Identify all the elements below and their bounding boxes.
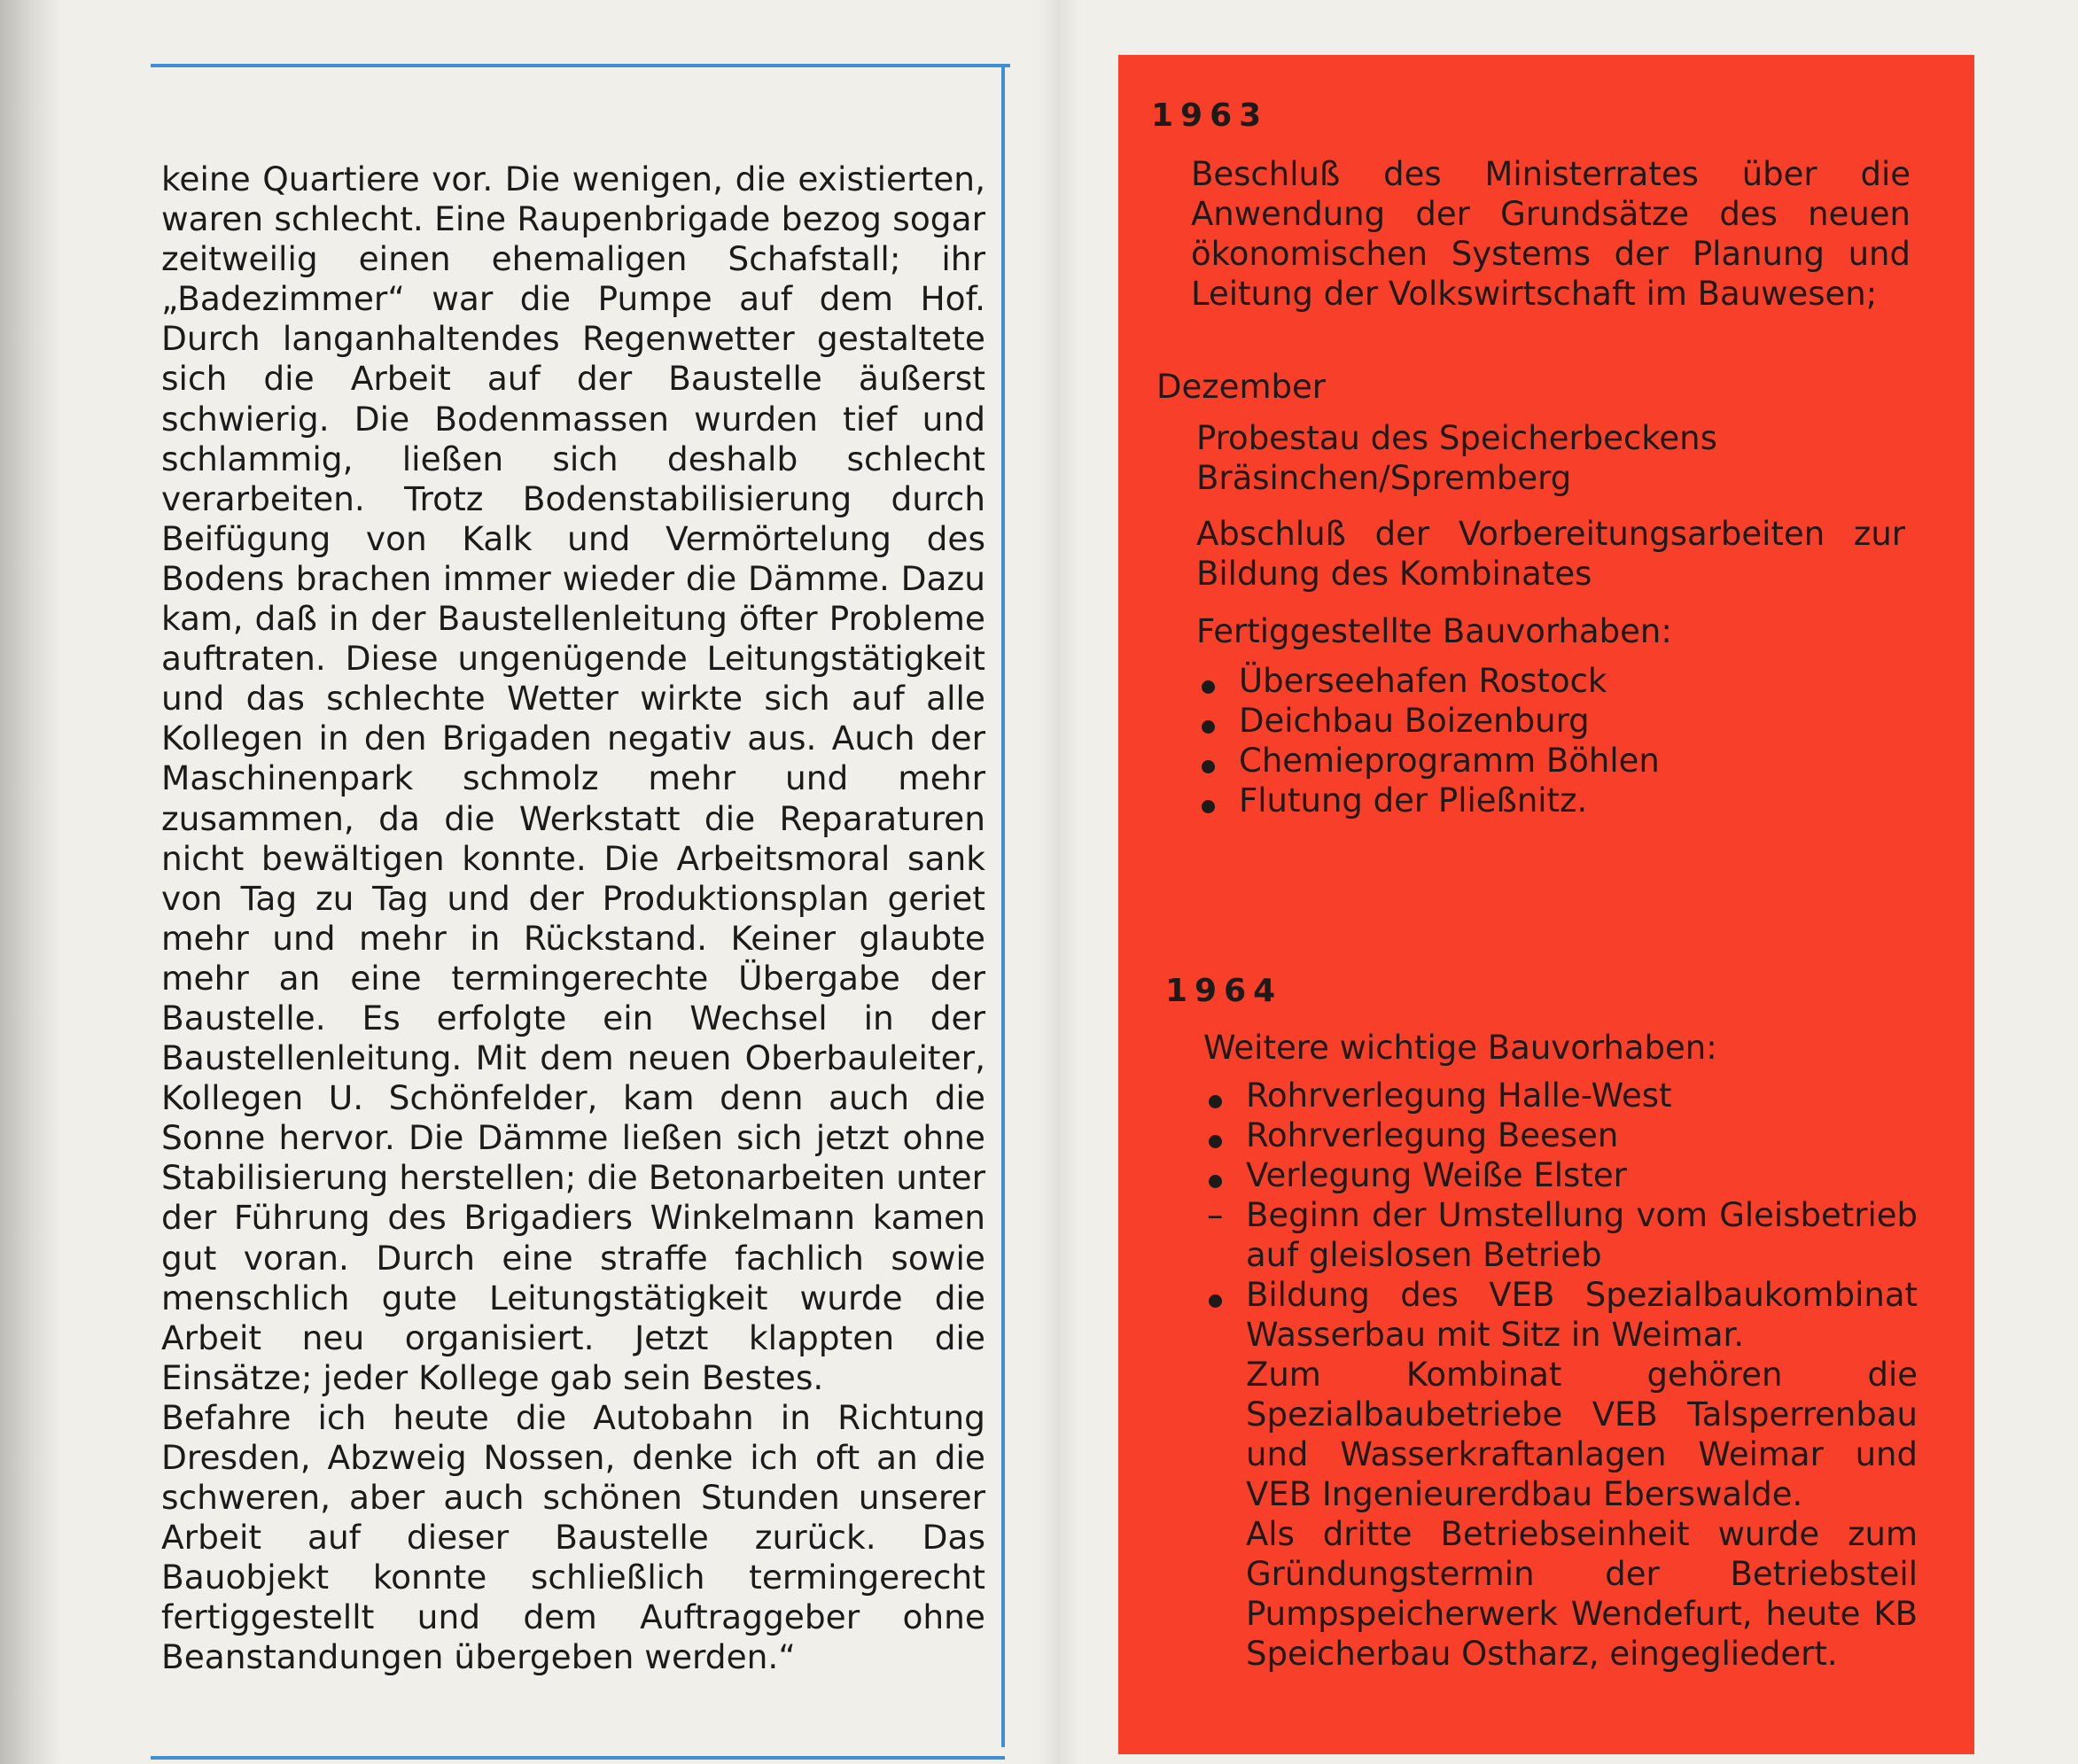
projects-1964-list <box>1203 1076 1918 1674</box>
body-paragraph: keine Quartiere vor. Die wenigen, die existierten, waren schlecht. Eine Raupenbrigade bezog sogar zeitweilig einen ehemaligen Schafstall; ihr „Badezimmer“ war die Pumpe auf dem Hof. Durch langanhaltendes Regenwetter gestaltete sich die Arbeit auf der Baustelle äußerst schwierig. Die Bodenmassen wurden tief und schlammig, ließen sich deshalb schlecht verarbeiten. Trotz Bodenstabilisierung durch Beifügung von Kalk und Vermörtelung des Bodens brachen immer wieder die Dämme. Dazu kam, daß in der Baustellenleitung öfter Probleme auftraten. Diese ungenügende Leitungstätigkeit und das schlechte Wetter wirkte sich auf alle Kollegen in den Brigaden negativ aus. Auch der Maschinenpark schmolz mehr und mehr zusammen, da die Werkstatt die Reparaturen nicht bewältigen konnte. Die Arbeitsmoral sank von Tag zu Tag und der Produktionsplan geriet mehr und mehr in Rückstand. Keiner glaubte mehr an eine termingerechte Übergabe der Baustelle. Es erfolgte ein Wechsel in der Baustellenleitung. Mit dem neuen Oberbauleiter, Kollegen U. Schönfelder, kam denn auch die Sonne hervor. Die Dämme ließen sich jetzt ohne Stabilisierung herstellen; die Betonarbeiten unter der Führung des Brigadiers Winkelmann kamen gut voran. Durch eine straffe fachlich sowie menschlich gute Leitungstätigkeit wurde die Arbeit neu organisiert. Jetzt klappten die Einsätze; jeder Kollege gab sein Bestes. <box>161 159 985 1397</box>
kombinat-third-unit: Als dritte Betriebseinheit wurde zum Gründungstermin der Betriebsteil Pumpspeicherwerk Wendefurt, heute KB Speicherbau Ostharz, eingegliedert. <box>1246 1515 1918 1673</box>
kombinat-members: Zum Kombinat gehören die Spezialbaubetriebe VEB Talsperrenbau und Wasserkraftanlagen Weimar und VEB Ingenieurerdbau Eberswalde. <box>1246 1356 1918 1513</box>
list-item: Chemieprogramm Böhlen <box>1196 741 1905 781</box>
blue-frame-bottom <box>151 1756 1005 1760</box>
year-heading-1964: 1964 <box>1165 973 1283 1009</box>
body-paragraph: Befahre ich heute die Autobahn in Richtung Dresden, Abzweig Nossen, denke ich oft an die schweren, aber auch schönen Stunden unserer Arbeit auf dieser Baustelle zurück. Das Bauobjekt konnte schließlich termingerecht fertiggestellt und dem Auftraggeber ohne Beanstandungen übergeben werden.“ <box>161 1397 985 1677</box>
list-item-kombinat <box>1203 1275 1918 1674</box>
list-item: Verlegung Weiße Elster <box>1203 1155 1918 1195</box>
year-heading-1963: 1963 <box>1151 97 1269 134</box>
left-text-column <box>161 159 985 1678</box>
entry-1963: Beschluß des Ministerrates über die Anwendung der Grundsätze des neuen ökonomischen Systems der Planung und Leitung der Volkswirtschaft im Bauwesen; <box>1191 155 1911 313</box>
list-item: Rohrverlegung Halle-West <box>1203 1076 1918 1115</box>
list-item: Flutung der Pließnitz. <box>1196 781 1905 820</box>
completed-projects-list <box>1196 661 1905 820</box>
entry-dezember-2: Abschluß der Vorbereitungsarbeiten zur Bildung des Kombinates <box>1196 515 1905 593</box>
entry-1964-title: Weitere wichtige Bauvorhaben: <box>1203 1029 1717 1067</box>
kombinat-text: Bildung des VEB Spezialbaukombinat Wasserbau mit Sitz in Weimar. <box>1246 1276 1918 1354</box>
blue-frame-top <box>151 64 1010 67</box>
entry-dezember-3: Fertiggestellte Bauvorhaben: <box>1196 612 1672 650</box>
list-item: Rohrverlegung Beesen <box>1203 1115 1918 1155</box>
page-edge-shadow <box>0 0 62 1764</box>
book-gutter <box>1039 0 1079 1764</box>
entry-dezember-1: Probestau des Speicherbeckens Bräsinchen/Spremberg <box>1196 419 1717 497</box>
list-item: Deichbau Boizenburg <box>1196 701 1905 741</box>
blue-frame-right <box>1001 64 1005 1747</box>
chronicle-panel <box>1118 55 1974 1754</box>
list-item: Überseehafen Rostock <box>1196 661 1905 701</box>
month-heading: Dezember <box>1156 368 1326 406</box>
list-item-dash: – Beginn der Umstellung vom Gleisbetrieb auf gleislosen Betrieb <box>1203 1195 1918 1275</box>
